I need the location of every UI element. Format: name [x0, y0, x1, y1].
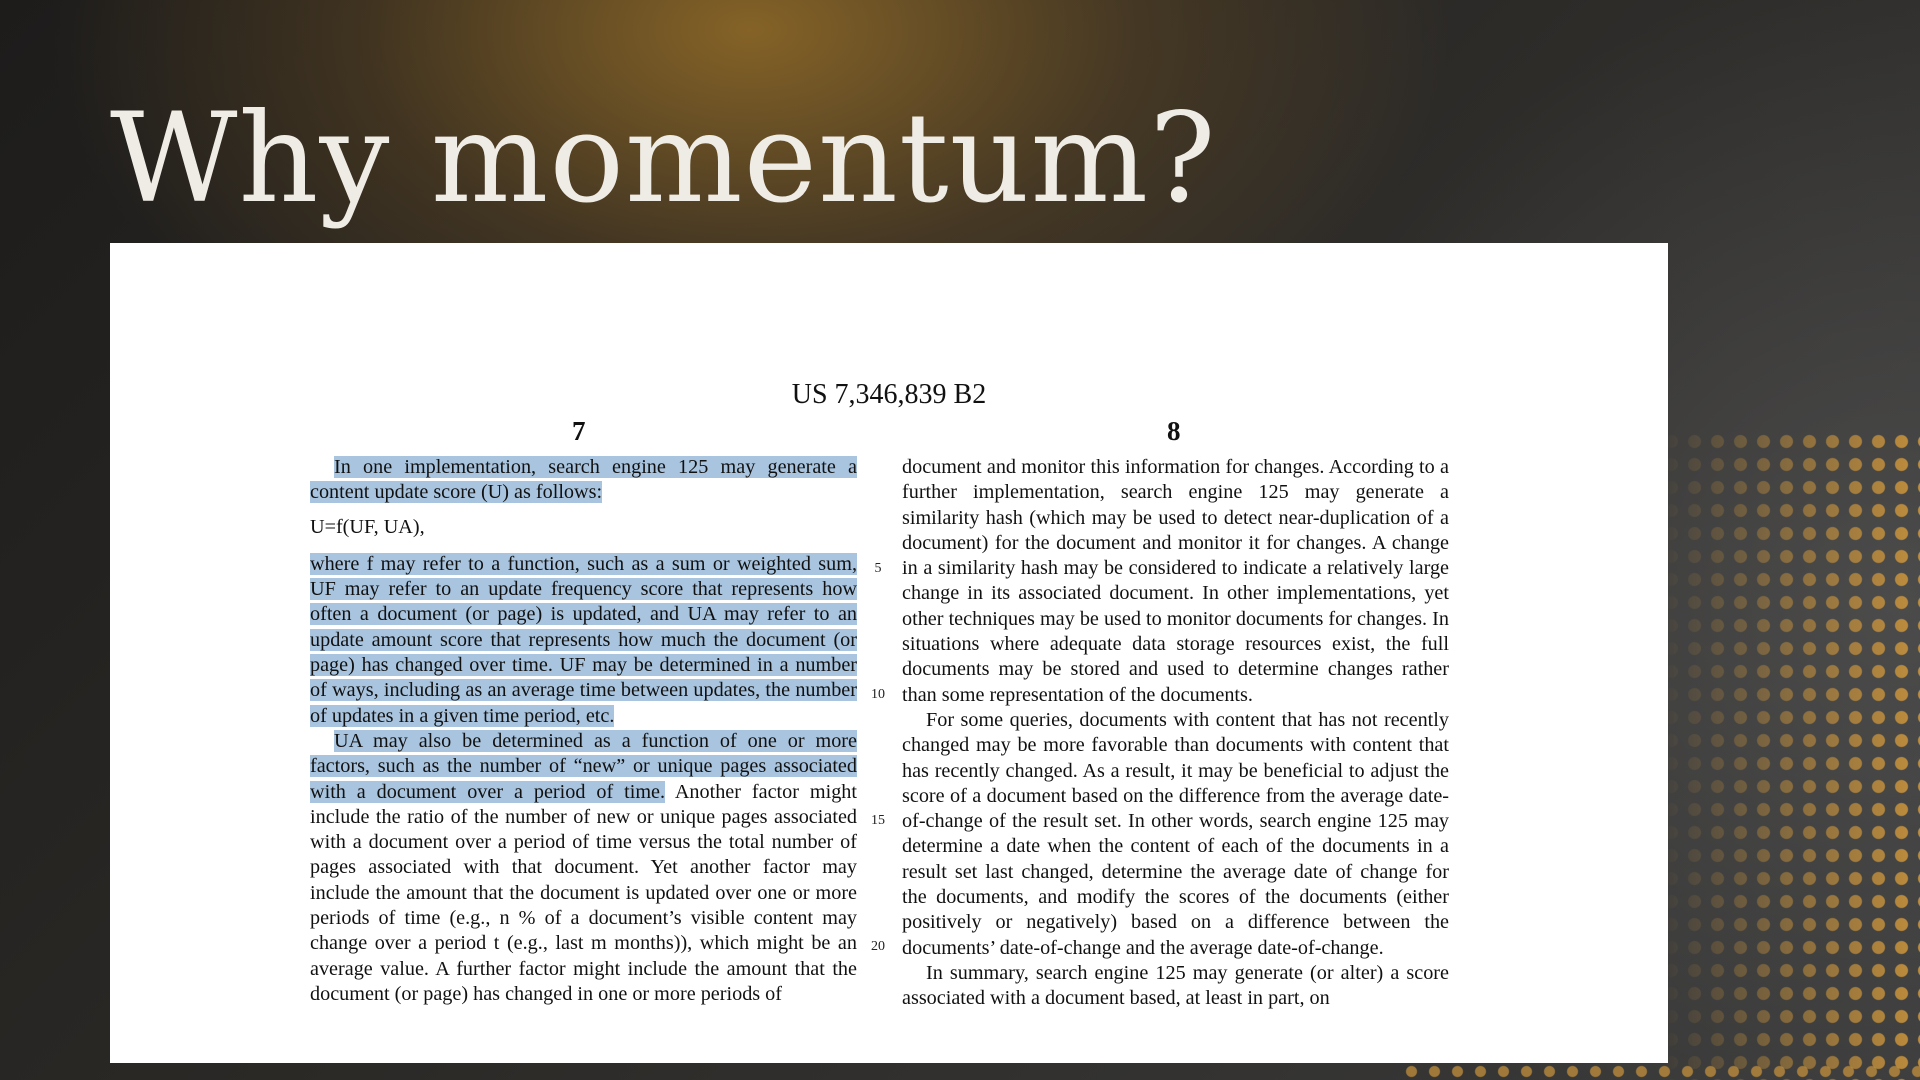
line-number-20: 20 [871, 939, 885, 954]
line-number-10: 10 [871, 687, 885, 702]
line-number-5: 5 [874, 561, 882, 576]
right-paragraph-2: For some queries, documents with content that has not recently changed may be more favorable than documents with content that has recently changed. As a result, it may be beneficial to adjust the score of a document based on the difference from the average date-of-change of the result set. In other words, search engine 125 may determine a date when the content of each of the documents in a result set last changed, determine the average date of change for the documents, and modify the scores of the documents (either positively or negatively) based on a difference between the documents’ date-of-change and the average date-of-change. [902, 708, 1449, 959]
left-paragraph-2 [310, 552, 857, 729]
highlighted-text: where f may refer to a function, such as a sum or weighted sum, UF may refer to an update frequency score that represents how often a document (or page) is updated, and UA may refer to an update amount score that represents how much the document (or page) has changed over time. UF may be determined in a number of ways, including as an average time between updates, the number of updates in a given time period, etc. [310, 552, 857, 727]
highlighted-text: In one implementation, search engine 125 may generate a content update score (U) as follows: [310, 456, 857, 504]
right-paragraph-1: document and monitor this information for changes. According to a further implementation, search engine 125 may generate a similarity hash (which may be used to detect near-duplication of a document) for the document and monitor it for changes. A change in a similarity hash may be considered to indicate a relatively large change in its associated document. In other implementations, yet other techniques may be used to monitor documents for changes. In situations where adequate data storage resources exist, the full documents may be stored and used to determine changes rather than some representation of the documents. [902, 456, 1449, 706]
line-number-15: 15 [871, 813, 885, 828]
patent-number: US 7,346,839 B2 [791, 379, 987, 410]
patent-page-image [110, 243, 1668, 1063]
left-column [310, 455, 857, 1007]
right-column-number: 8 [1167, 416, 1181, 446]
right-paragraph-3: In summary, search engine 125 may generate (or alter) a score associated with a document based, at least in part, on [902, 961, 1449, 1010]
formula: U=f(UF, UA), [310, 515, 425, 538]
decorative-dot-pattern-bottom [1400, 1060, 1920, 1080]
plain-text: Another factor might include the ratio of the number of new or unique pages associated with a document over a period of time versus the total number of pages associated with that document. Yet another factor may include the amount that the document is updated over one or more periods of time (e.g., n % of a document’s visible content may change over a period t (e.g., last m months)), which might be an average value. A further factor might include the amount that the document (or page) has changed in one or more periods of [310, 780, 857, 1005]
highlighted-text: UA may also be determined as a function of one or more factors, such as the number of “new” or unique pages associated with a document over a period of time. [310, 729, 857, 803]
left-paragraph-1 [310, 455, 857, 506]
right-column [902, 455, 1449, 1012]
left-column-number: 7 [572, 416, 586, 446]
slide-title: Why momentum? [110, 87, 1217, 231]
decorative-dot-pattern [1660, 430, 1920, 1080]
left-paragraph-3 [310, 729, 857, 1007]
